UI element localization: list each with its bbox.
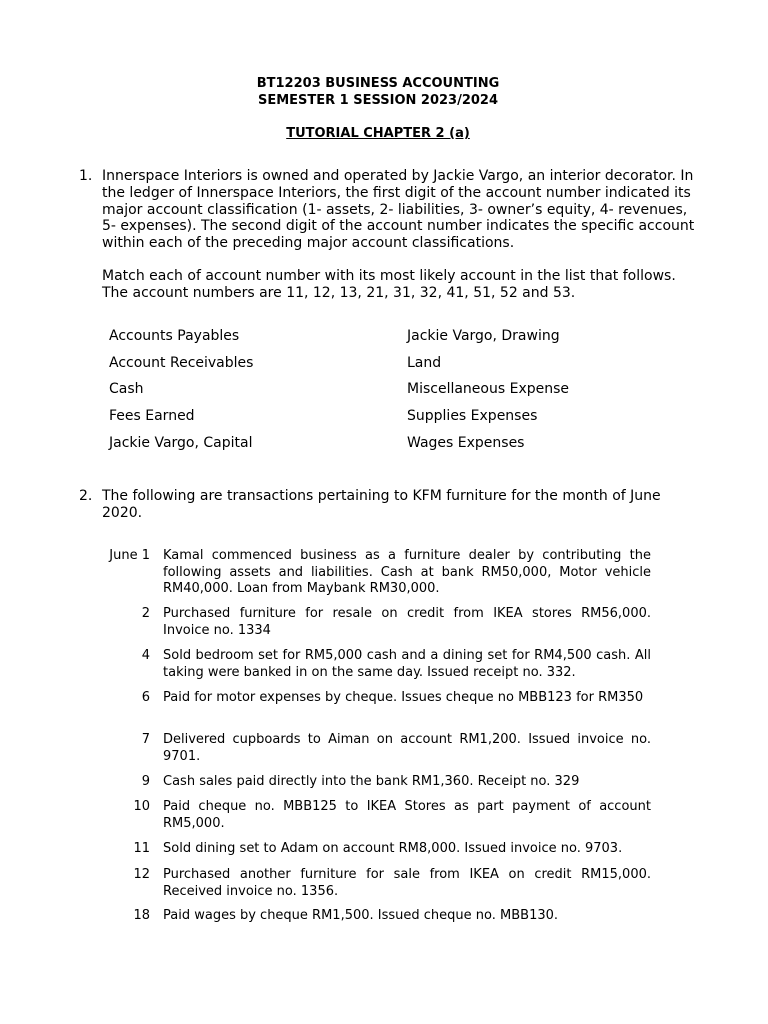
question-2-intro: The following are transactions pertaining to KFM furniture for the month of June 2020.: [102, 488, 661, 521]
transaction-date: 12: [133, 867, 150, 882]
transaction-description: Purchased another furniture for sale from IKEA on credit RM15,000. Received invoice no. 1356.: [163, 867, 651, 899]
account-item: Fees Earned: [109, 408, 195, 424]
account-item: Accounts Payables: [109, 328, 240, 344]
transaction-date: 2: [141, 606, 150, 621]
question-1-intro: Innerspace Interiors is owned and operated by Jackie Vargo, an interior decorator. In the ledger of Innerspace Interiors, the first digit of the account number indicated its major account classification (1- assets, 2- liabilities, 3- owner’s equity, 4- revenues, 5- expenses). The second digit of the account number indicates the specific account within each of the preceding major account classifications.: [102, 168, 695, 252]
question-2-number: 2.: [79, 488, 93, 504]
account-item: Miscellaneous Expense: [407, 381, 570, 397]
transaction-description: Kamal commenced business as a furniture dealer by contributing the following assets and liabilities. Cash at bank RM50,000, Motor vehicle RM40,000. Loan from Maybank RM30,000.: [163, 548, 651, 597]
session-title: SEMESTER 1 SESSION 2023/2024: [257, 93, 499, 108]
tutorial-title: TUTORIAL CHAPTER 2 (a): [286, 126, 470, 141]
transaction-description: Sold bedroom set for RM5,000 cash and a dining set for RM4,500 cash. All taking were banked in on the same day. Issued receipt no. 332.: [163, 648, 651, 680]
account-item: Cash: [109, 381, 144, 397]
account-item: Supplies Expenses: [407, 408, 538, 424]
account-item: Jackie Vargo, Drawing: [407, 328, 560, 344]
transaction-description: Sold dining set to Adam on account RM8,000. Issued invoice no. 9703.: [163, 841, 623, 856]
transaction-description: Paid for motor expenses by cheque. Issues cheque no MBB123 for RM350: [163, 690, 644, 705]
question-1-instruction: Match each of account number with its most likely account in the list that follows. The account numbers are 11, 12, 13, 21, 31, 32, 41, 51, 52 and 53.: [102, 268, 676, 301]
transaction-date: 10: [133, 799, 150, 814]
transaction-date: June 1: [109, 548, 150, 563]
transaction-date: 6: [141, 690, 150, 705]
transaction-date: 7: [141, 732, 150, 747]
question-1-number: 1.: [79, 168, 93, 184]
transaction-date: 9: [141, 774, 150, 789]
account-item: Land: [407, 355, 442, 371]
account-item: Account Receivables: [109, 355, 254, 371]
transaction-date: 4: [141, 648, 150, 663]
transaction-description: Paid wages by cheque RM1,500. Issued cheque no. MBB130.: [163, 908, 559, 923]
account-item: Jackie Vargo, Capital: [109, 435, 253, 451]
course-title: BT12203 BUSINESS ACCOUNTING: [256, 76, 500, 91]
transaction-description: Purchased furniture for resale on credit from IKEA stores RM56,000. Invoice no. 1334: [163, 606, 651, 638]
transaction-date: 18: [133, 908, 150, 923]
account-item: Wages Expenses: [407, 435, 525, 451]
transaction-description: Delivered cupboards to Aiman on account RM1,200. Issued invoice no. 9701.: [163, 732, 651, 764]
transaction-description: Cash sales paid directly into the bank RM1,360. Receipt no. 329: [163, 774, 580, 789]
transaction-date: 11: [133, 841, 150, 856]
transaction-description: Paid cheque no. MBB125 to IKEA Stores as part payment of account RM5,000.: [163, 799, 651, 831]
